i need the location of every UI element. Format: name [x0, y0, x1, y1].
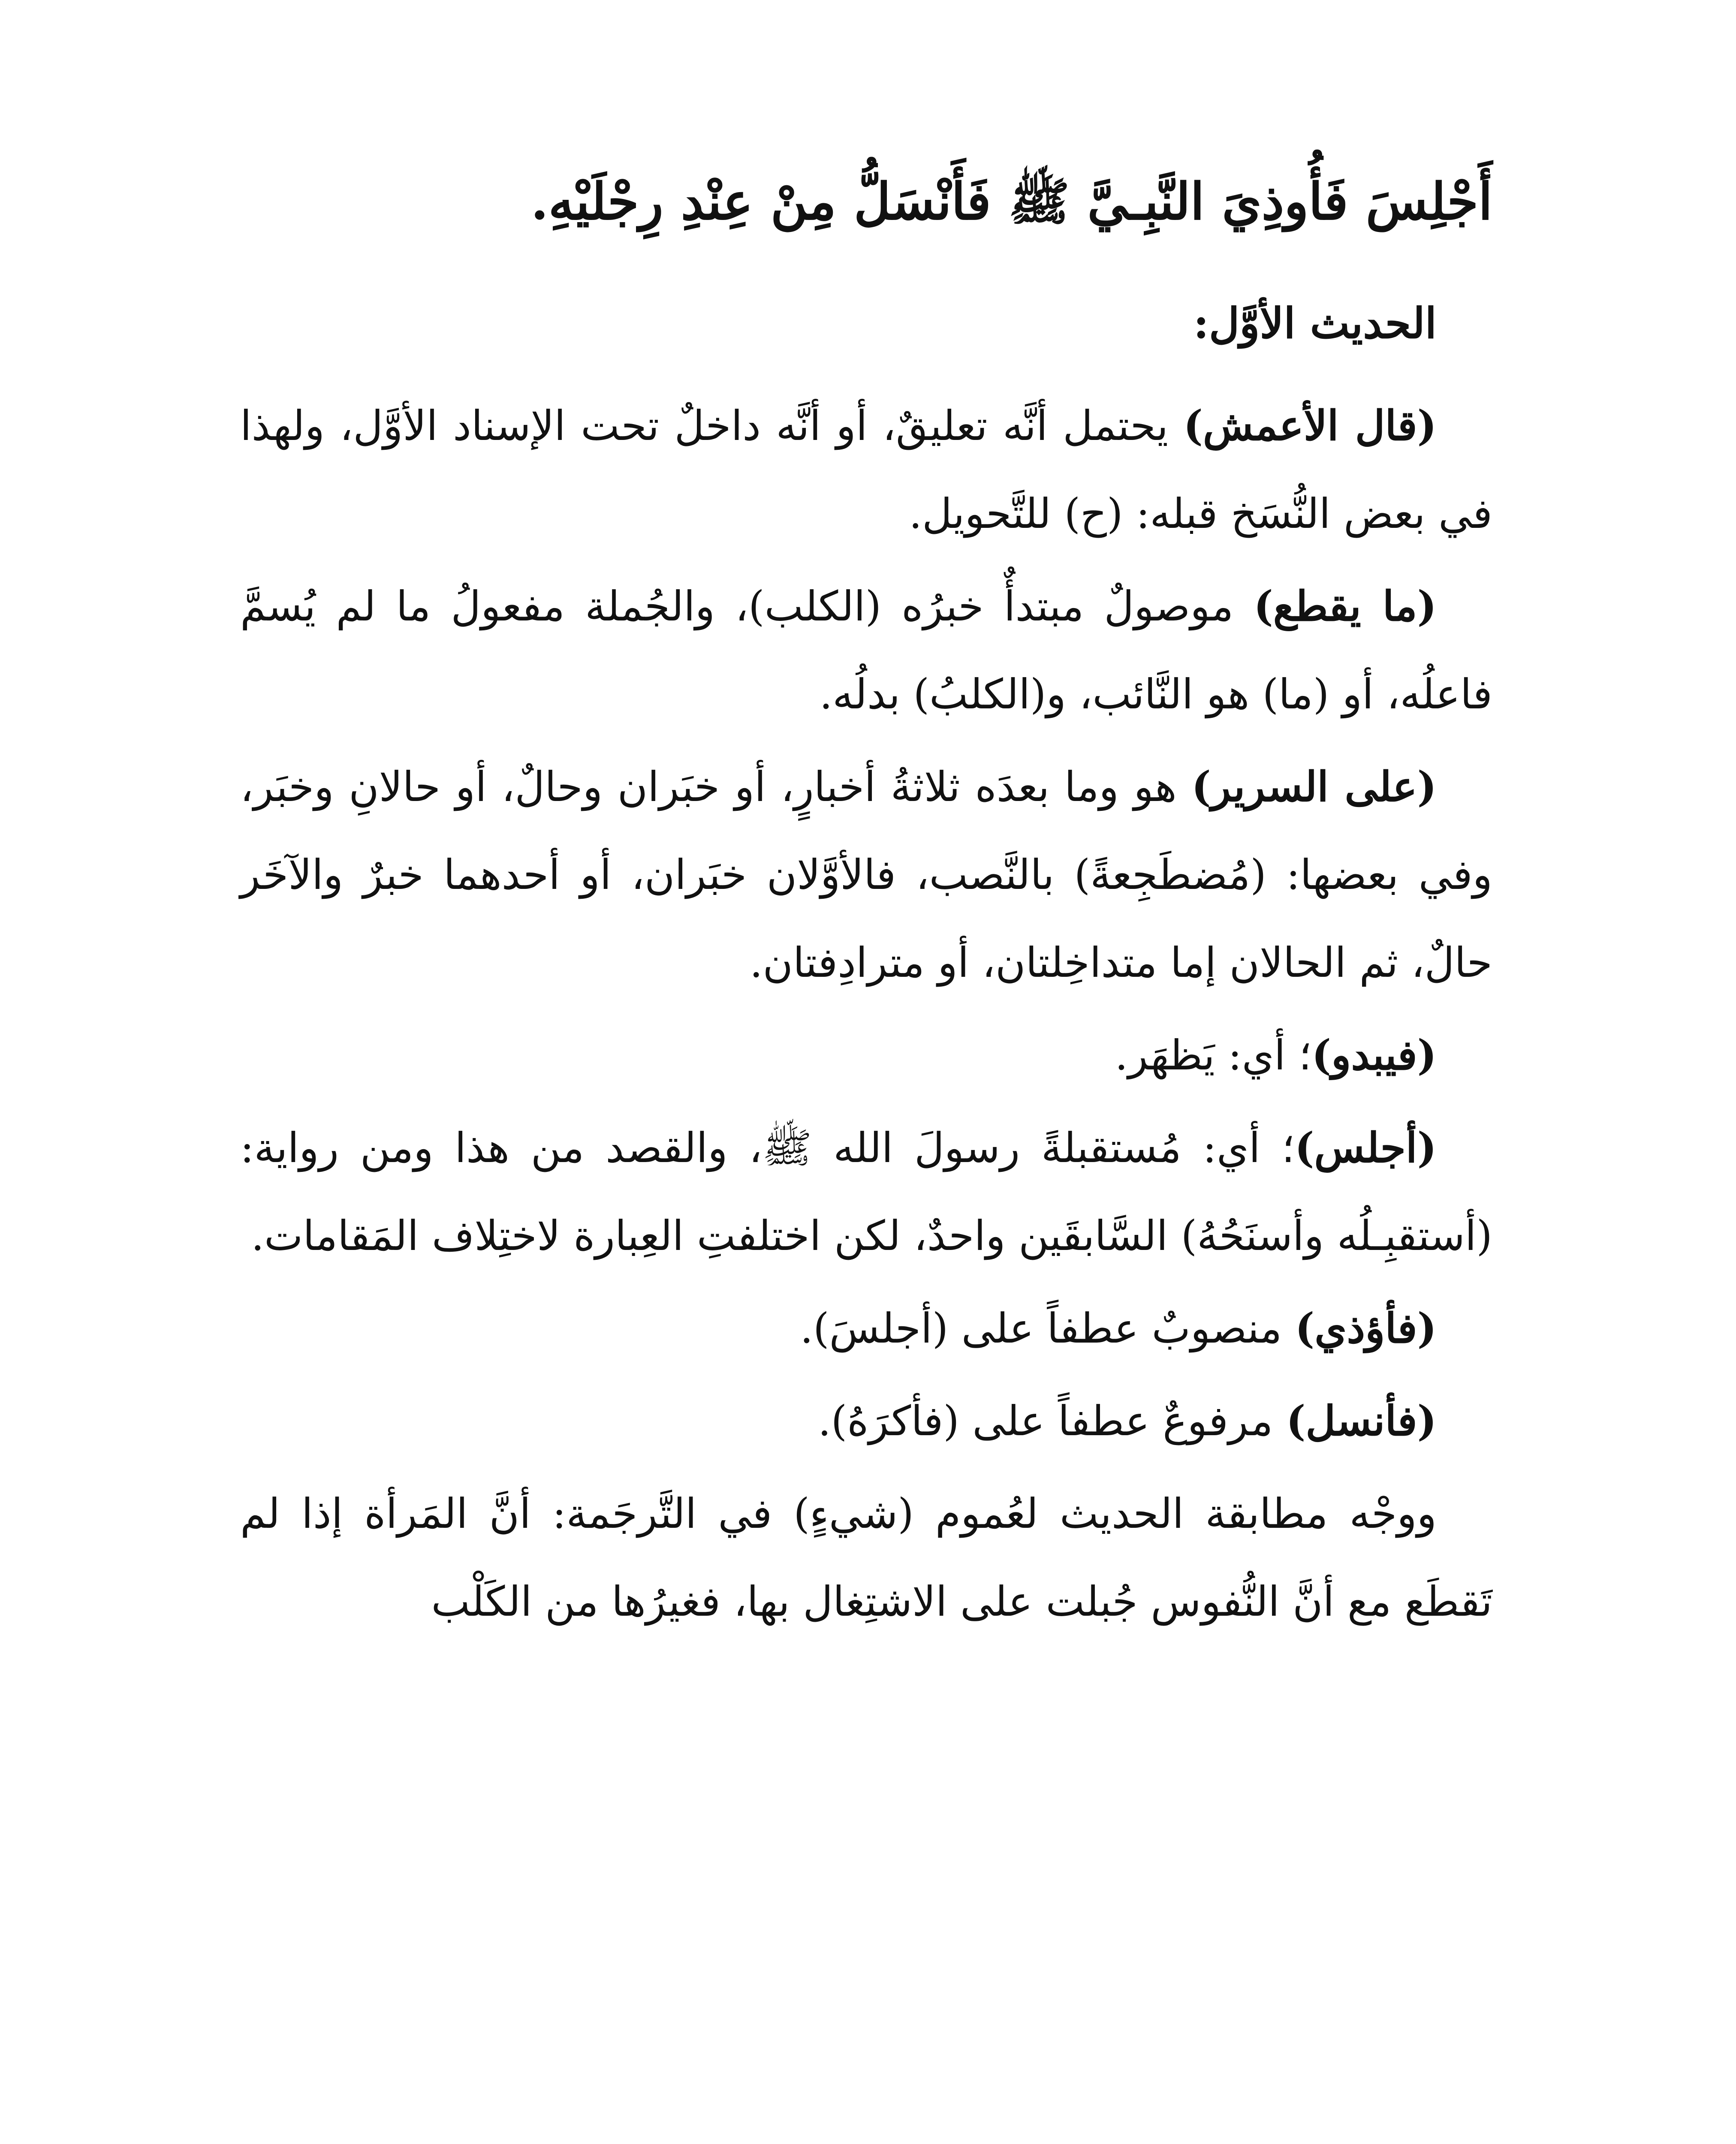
paragraph-fansal: [240, 1377, 1492, 1465]
paragraph-text: ووجْه مطابقة الحديث لعُموم (شيءٍ) في التَّرجَمة: أنَّ المَرأة إذا لم تَقطَع مع أنَّ النُّفوس جُبلت على الاشتِغال بها، فغيرُها من الكَلْب: [240, 1490, 1492, 1626]
paragraph-text: هو وما بعدَه ثلاثةُ أخبارٍ، أو خبَران وحالٌ، أو حالانِ وخبَر، وفي بعضها: (مُضطَجِعةً) بالنَّصب، فالأوَّلان خبَران، أو أحدهما خبرٌ والآخَر حالٌ، ثم الحالان إما متداخِلتان، أو مترادِفتان.: [240, 763, 1492, 987]
paragraph-text: مرفوعٌ عطفاً على (فأكرَهُ).: [818, 1397, 1286, 1445]
paragraph-term: (فأؤذي): [1295, 1304, 1437, 1352]
paragraph-ala-al-sarir: [240, 743, 1492, 1007]
paragraph-text: موصولٌ مبتدأٌ خبرُه (الكلب)، والجُملة مفعولُ ما لم يُسمَّ فاعلُه، أو (ما) هو النَّائب، و(الكلبُ) بدلُه.: [240, 582, 1492, 718]
page-body: [240, 163, 1492, 1650]
paragraph-wajh-al-mutabaqa: [240, 1469, 1492, 1646]
paragraph-faudhi: [240, 1284, 1492, 1373]
paragraph-qala-al-amash: [240, 382, 1492, 558]
paragraph-term: (على السرير): [1191, 762, 1437, 811]
paragraph-text: منصوبٌ عطفاً على (أجلسَ).: [800, 1304, 1295, 1352]
paragraph-text: ؛ أي: يَظهَر.: [1115, 1031, 1312, 1079]
paragraph-term: (فيبدو): [1311, 1031, 1437, 1079]
hadith-text: أَجْلِسَ فَأُوذِيَ النَّبِـيَّ ﷺ فَأَنْسَلُّ مِنْ عِنْدِ رِجْلَيْهِ.: [530, 172, 1492, 231]
paragraph-text: ؛ أي: مُستقبلةً رسولَ الله ﷺ، والقصد من هذا ومن رواية: (أستقبِـلُه وأسنَحُهُ) السَّابقَين واحدٌ، لكن اختلفتِ العِبارة لاختِلاف المَقامات.: [240, 1124, 1492, 1260]
paragraph-term: (قال الأعمش): [1183, 401, 1437, 450]
paragraph-term: (أجلس): [1294, 1123, 1437, 1172]
paragraph-term: (ما يقطع): [1254, 582, 1437, 630]
paragraph-text: يحتمل أنَّه تعليقٌ، أو أنَّه داخلٌ تحت الإسناد الأوَّل، ولهذا في بعض النُّسَخ قبله: (ح) للتَّحويل.: [240, 402, 1492, 538]
paragraph-ma-yaqta: [240, 562, 1492, 738]
section-title: الحديث الأوَّل:: [1193, 299, 1437, 348]
paragraph-ajlis: [240, 1104, 1492, 1280]
paragraph-term: (فأنسل): [1286, 1397, 1437, 1445]
paragraph-fayabdu: [240, 1011, 1492, 1099]
